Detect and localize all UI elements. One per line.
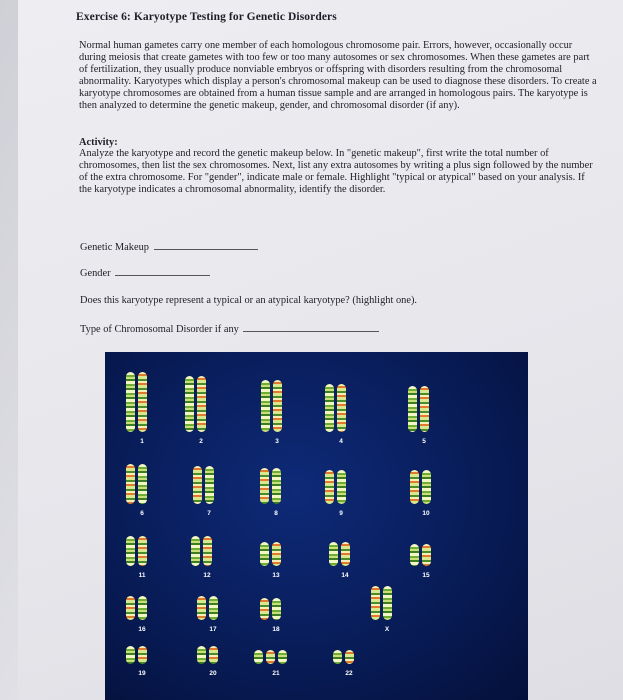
chromosome-6-2: [138, 464, 147, 504]
genetic-makeup-field: [80, 239, 258, 253]
chromosome-11-2: [138, 536, 147, 566]
chromosome-number-12: 12: [203, 572, 211, 579]
disorder-blank[interactable]: [243, 321, 379, 332]
worksheet-page: [18, 0, 623, 700]
chromosome-X-1: [371, 586, 380, 620]
chromosome-22-2: [345, 650, 354, 664]
disorder-field: [80, 321, 379, 335]
chromosome-5-2: [420, 386, 429, 432]
chromosome-7-2: [205, 466, 214, 504]
chromosome-18-2: [272, 598, 281, 620]
chromosome-15-2: [422, 544, 431, 566]
chromosome-number-4: 4: [339, 438, 343, 445]
chromosome-1-2: [138, 372, 147, 432]
genetic-makeup-label: Genetic Makeup: [80, 242, 149, 253]
karyotype-image: [105, 352, 528, 700]
chromosome-number-15: 15: [422, 572, 430, 579]
chromosome-4-2: [337, 384, 346, 432]
chromosome-16-1: [126, 596, 135, 620]
chromosome-number-8: 8: [274, 510, 278, 517]
chromosome-8-1: [260, 468, 269, 504]
intro-paragraph: Normal human gametes carry one member of each homologous chromosome pair. Errors, however, occasionally occur during meiosis that create gametes with too few or too many autosomes or sex chromosomes. When these gametes are part of fertilization, they usually produce nonviable embryos or offspring with disorders resulting from the chromosomal abnormality. Karyotypes which display a person's chromosomal makeup can be used to diagnose these disorders. To create a karyotype chromosomes are obtained from a human tissue sample and are arranged in homologous pairs. The karyotype is then analyzed to determine the genetic makeup, gender, and chromosomal disorder (if any).: [79, 40, 597, 112]
chromosome-15-1: [410, 544, 419, 566]
chromosome-13-2: [272, 542, 281, 566]
genetic-makeup-blank[interactable]: [154, 239, 258, 250]
chromosome-number-7: 7: [207, 510, 211, 517]
chromosome-10-2: [422, 470, 431, 504]
chromosome-9-1: [325, 470, 334, 504]
chromosome-number-16: 16: [138, 626, 146, 633]
chromosome-2-1: [185, 376, 194, 432]
chromosome-17-2: [209, 596, 218, 620]
chromosome-number-9: 9: [339, 510, 343, 517]
chromosome-14-2: [341, 542, 350, 566]
chromosome-13-1: [260, 542, 269, 566]
chromosome-20-2: [209, 646, 218, 664]
chromosome-number-22: 22: [345, 670, 353, 677]
activity-instructions: Analyze the karyotype and record the genetic makeup below. In "genetic makeup", first write the total number of chromosomes, then list the sex chromosomes. Next, list any extra autosomes by writing a plus sign followed by the number of the extra chromosome. For "gender", indicate male or female. Highlight "typical or atypical" based on your analysis. If the karyotype indicates a chromosomal abnormality, identify the disorder.: [79, 148, 593, 196]
chromosome-number-X: X: [384, 626, 390, 633]
chromosome-14-1: [329, 542, 338, 566]
chromosome-X-2: [383, 586, 392, 620]
chromosome-17-1: [197, 596, 206, 620]
chromosome-number-18: 18: [272, 626, 280, 633]
activity-heading: Activity:: [79, 137, 118, 148]
chromosome-21-2: [266, 650, 275, 664]
chromosome-11-1: [126, 536, 135, 566]
typical-atypical-question: Does this karyotype represent a typical or an atypical karyotype? (highlight one).: [80, 295, 418, 306]
chromosome-10-1: [410, 470, 419, 504]
gender-field: [80, 265, 210, 279]
chromosome-7-1: [193, 466, 202, 504]
chromosome-1-1: [126, 372, 135, 432]
chromosome-5-1: [408, 386, 417, 432]
chromosome-19-1: [126, 646, 135, 664]
chromosome-number-2: 2: [199, 438, 203, 445]
chromosome-number-6: 6: [140, 510, 144, 517]
chromosome-9-2: [337, 470, 346, 504]
chromosome-3-2: [273, 380, 282, 432]
chromosome-3-1: [261, 380, 270, 432]
chromosome-18-1: [260, 598, 269, 620]
chromosome-19-2: [138, 646, 147, 664]
chromosome-12-1: [191, 536, 200, 566]
gender-label: Gender: [80, 268, 111, 279]
chromosome-16-2: [138, 596, 147, 620]
chromosome-21-1: [254, 650, 263, 664]
chromosome-number-3: 3: [275, 438, 279, 445]
chromosome-number-20: 20: [209, 670, 217, 677]
chromosome-number-19: 19: [138, 670, 146, 677]
chromosome-8-2: [272, 468, 281, 504]
chromosome-4-1: [325, 384, 334, 432]
chromosome-number-11: 11: [138, 572, 146, 579]
chromosome-number-21: 21: [272, 670, 280, 677]
gender-blank[interactable]: [115, 265, 210, 276]
chromosome-number-17: 17: [209, 626, 217, 633]
chromosome-2-2: [197, 376, 206, 432]
chromosome-number-14: 14: [341, 572, 349, 579]
chromosome-21-3: [278, 650, 287, 664]
chromosome-22-1: [333, 650, 342, 664]
chromosome-number-1: 1: [140, 438, 144, 445]
chromosome-number-5: 5: [422, 438, 426, 445]
chromosome-12-2: [203, 536, 212, 566]
exercise-title: Exercise 6: Karyotype Testing for Genetic Disorders: [76, 11, 337, 23]
chromosome-number-10: 10: [422, 510, 430, 517]
chromosome-20-1: [197, 646, 206, 664]
chromosome-6-1: [126, 464, 135, 504]
chromosome-number-13: 13: [272, 572, 280, 579]
disorder-label: Type of Chromosomal Disorder if any: [80, 324, 239, 335]
